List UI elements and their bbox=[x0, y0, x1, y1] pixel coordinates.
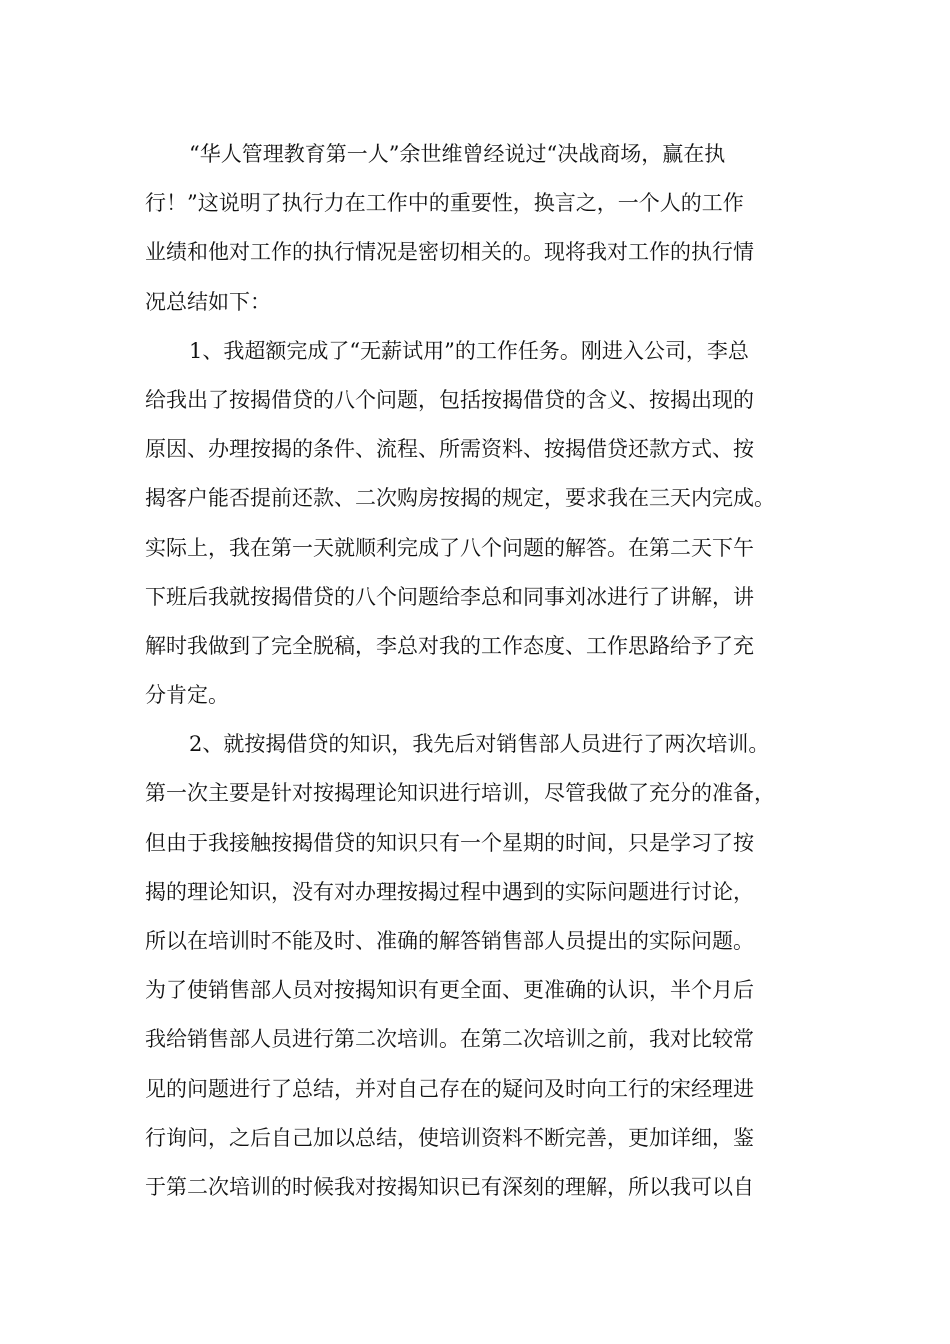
paragraph-3-line-5: 所以在培训时不能及时、准确的解答销售部人员提出的实际问题。 bbox=[145, 929, 754, 953]
paragraph-3-line-6: 为了使销售部人员对按揭知识有更全面、更准确的认识，半个月后 bbox=[145, 978, 754, 1003]
paragraph-2-line-3: 原因、办理按揭的条件、流程、所需资料、按揭借贷还款方式、按 bbox=[145, 437, 754, 462]
paragraph-3-line-3: 但由于我接触按揭借贷的知识只有一个星期的时间，只是学习了按 bbox=[145, 830, 754, 855]
paragraph-3-line-10: 于第二次培训的时候我对按揭知识已有深刻的理解，所以我可以自 bbox=[145, 1174, 754, 1199]
paragraph-2-line-4: 揭客户能否提前还款、二次购房按揭的规定，要求我在三天内完成。 bbox=[145, 486, 775, 511]
document-body bbox=[145, 130, 815, 1212]
paragraph-2-line-8: 分肯定。 bbox=[145, 683, 229, 708]
paragraph-3-line-4: 揭的理论知识，没有对办理按揭过程中遇到的实际问题进行讨论， bbox=[145, 879, 754, 904]
paragraph-2-line-1: 1、我超额完成了“无薪试用”的工作任务。刚进入公司，李总 bbox=[189, 338, 749, 363]
paragraph-1-line-2: 行！”这说明了执行力在工作中的重要性，换言之，一个人的工作 bbox=[145, 191, 744, 216]
paragraph-3-line-2: 第一次主要是针对按揭理论知识进行培训，尽管我做了充分的准备， bbox=[145, 781, 775, 806]
paragraph-2-line-5: 实际上，我在第一天就顺利完成了八个问题的解答。在第二天下午 bbox=[145, 535, 754, 560]
paragraph-3-line-1: 2、就按揭借贷的知识，我先后对销售部人员进行了两次培训。 bbox=[189, 732, 770, 757]
paragraph-1-line-1: “华人管理教育第一人”余世维曾经说过“决战商场，赢在执 bbox=[189, 142, 726, 166]
paragraph-3-line-8: 见的问题进行了总结，并对自己存在的疑问及时向工行的宋经理进 bbox=[145, 1076, 754, 1101]
paragraph-2-line-7: 解时我做到了完全脱稿，李总对我的工作态度、工作思路给予了充 bbox=[145, 633, 754, 658]
paragraph-2-line-2: 给我出了按揭借贷的八个问题，包括按揭借贷的含义、按揭出现的 bbox=[145, 387, 754, 412]
paragraph-1-line-3: 业绩和他对工作的执行情况是密切相关的。现将我对工作的执行情 bbox=[145, 240, 754, 265]
paragraph-1-line-4: 况总结如下： bbox=[145, 289, 271, 314]
paragraph-3-line-9: 行询问，之后自己加以总结，使培训资料不断完善，更加详细，鉴 bbox=[145, 1125, 754, 1150]
paragraph-3-line-7: 我给销售部人员进行第二次培训。在第二次培训之前，我对比较常 bbox=[145, 1027, 754, 1052]
paragraph-2-line-6: 下班后我就按揭借贷的八个问题给李总和同事刘冰进行了讲解，讲 bbox=[145, 584, 754, 609]
